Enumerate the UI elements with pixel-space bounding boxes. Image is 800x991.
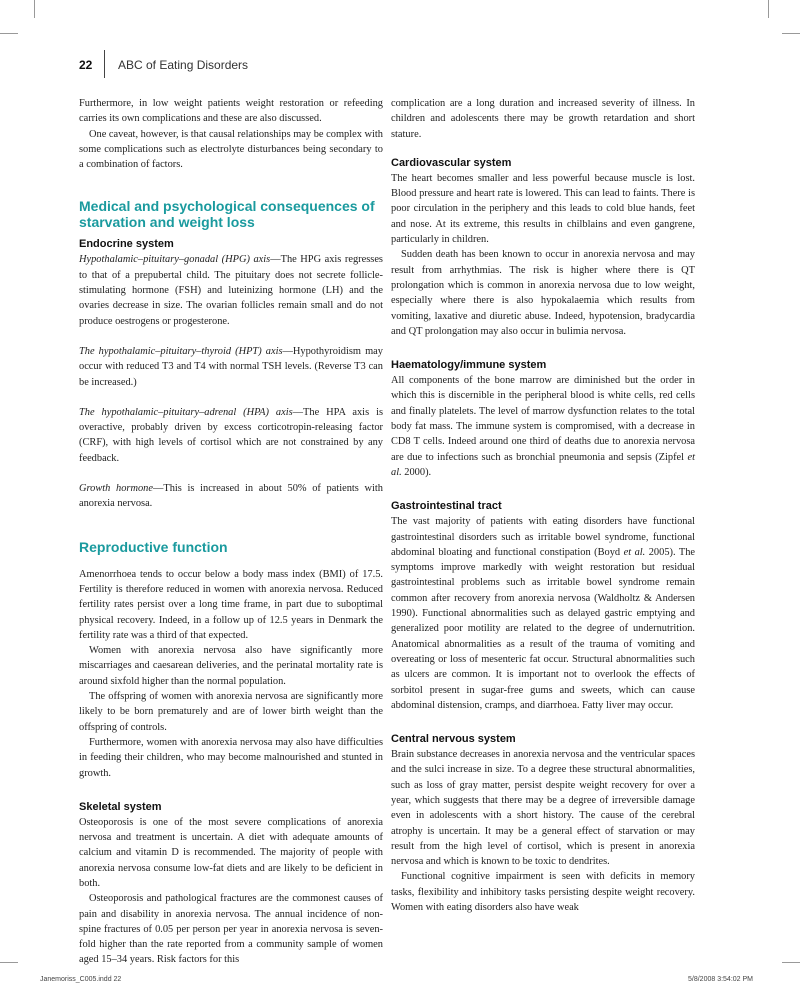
paragraph: complication are a long duration and increased severity of illness. In children and adolescents there may be growth retardation and short stature. <box>391 98 695 140</box>
subheading-skeletal: Skeletal system <box>79 800 162 813</box>
subheading-cardiovascular: Cardiovascular system <box>391 156 512 169</box>
crop-mark <box>782 33 800 34</box>
subheading-haematology: Haematology/immune system <box>391 359 547 372</box>
paragraph: Amenorrhoea tends to occur below a body mass index (BMI) of 17.5. Fertility is therefore reduced in women with anorexia nervosa. Reduced fertility rates persist over a long time frame, in part due to suboptimal physical recovery. Indeed, in a follow up of 12.5 years in Denmark the fertility rate was a third of that expected. <box>79 568 383 641</box>
paragraph: All components of the bone marrow are diminished but the order in which this is discernible in the peripheral blood is white cells, red cells and finally platelets. The level of marrow dysfunction relates to the total body fat mass. The immune system is compromised, with a decrease in CD8 T cells. Indeed around one third of deaths due to anorexia nervosa are due to infections such as bronchial pneumonia and sepsis (Zipfel et al. 2000). <box>391 375 695 478</box>
running-title: ABC of Eating Disorders <box>118 58 249 72</box>
page-number: 22 <box>79 58 93 72</box>
footer-timestamp: 5/8/2008 3:54:02 PM <box>688 976 753 983</box>
paragraph: Furthermore, in low weight patients weight restoration or refeeding carries its own complications and these are also discussed. <box>79 98 383 125</box>
paragraph: The vast majority of patients with eating disorders have functional gastrointestinal disorders such as irritable bowel syndrome, functional abdominal bloating and functional constipation (Boyd et al. 2005). The symptoms improve markedly with weight restoration but residual gastrointestinal problems such as irritable bowel syndrome remain common after recovery from anorexia nervosa (Waldholtz & Andersen 1990). Functional abnormalities such as delayed gastric emptying and generalized poor motility are related to the degree of undernutrition. Anatomical abnormalities as a result of the trauma of vomiting and overeating or loss of mesenteric fat occur. Structural abnormalities such as ulcers are common. It is important not to overlook the effects of sorbitol present in sugar-free gums and sweets, which can cause abdominal distension, cramps, and diarrhoea. Fatty liver may occur. <box>391 516 695 711</box>
subheading-gastrointestinal: Gastrointestinal tract <box>391 500 502 513</box>
paragraph: Osteoporosis is one of the most severe complications of anorexia nervosa and treatment is uncertain. A diet with adequate amounts of calcium and vitamin D is recommended. The majority of people with anorexia nervosa consume low-fat diets and are likely to be deficient in both. <box>79 816 383 889</box>
term-hpa: The hypothalamic–pituitary–adrenal (HPA) axis <box>79 406 293 418</box>
term-hpt: The hypothalamic–pituitary–thyroid (HPT) axis <box>79 345 283 357</box>
footer-file-slug: Janemoriss_C005.indd 22 <box>40 976 122 983</box>
crop-mark <box>782 962 800 963</box>
right-column <box>391 96 695 915</box>
crop-mark <box>768 0 769 18</box>
paragraph: One caveat, however, is that causal relationships may be complex with some complications such as electrolyte disturbances being secondary to a combination of factors. <box>79 128 383 171</box>
subheading-cns: Central nervous system <box>391 733 516 746</box>
subheading-endocrine: Endocrine system <box>79 238 174 251</box>
crop-mark <box>34 0 35 18</box>
crop-mark <box>0 962 18 963</box>
paragraph-hpg: Hypothalamic–pituitary–gonadal (HPG) axis—The HPG axis regresses to that of a prepubertal child. The pituitary does not secrete follicle-stimulating hormone (FSH) and luteinizing hormone (LH) and the ovaries decrease in size. The ovarian follicles remain small and do not produce oestrogens or progesterone. <box>79 254 383 327</box>
paragraph: Furthermore, women with anorexia nervosa may also have difficulties in feeding their children, who may become malnourished and stunted in growth. <box>79 736 383 779</box>
paragraph: The offspring of women with anorexia nervosa are significantly more likely to be born prematurely and are of lower birth weight than the offspring of controls. <box>79 691 383 733</box>
paragraph: Women with anorexia nervosa also have significantly more miscarriages and caesarean deliveries, and the perinatal mortality rate is around sixfold higher than the normal population. <box>79 645 383 687</box>
paragraph-hpa: The hypothalamic–pituitary–adrenal (HPA) axis—The HPA axis is overactive, probably driven by excess corticotropin-releasing factor (CRF), with high levels of cortisol which are not constrained by any feedback. <box>79 406 383 464</box>
crop-mark <box>0 33 18 34</box>
paragraph: Sudden death has been known to occur in anorexia nervosa and may result from arrhythmias. The risk is higher where there is QT prolongation which is common in anorexia nervosa due to low weight, especially where there is also hypokalaemia which results from vomiting, laxative and diuretic abuse. Indeed, hypotension, bradycardia and QT prolongation may also occur in bulimia nervosa. <box>391 249 695 337</box>
left-column <box>79 96 383 968</box>
paragraph-growth-hormone: Growth hormone—This is increased in about 50% of patients with anorexia nervosa. <box>79 483 383 510</box>
term-hpg: Hypothalamic–pituitary–gonadal (HPG) axis <box>79 254 271 266</box>
paragraph: Osteoporosis and pathological fractures are the commonest causes of pain and disability in anorexia nervosa. The annual incidence of non-spine fractures of 0.05 per person per year in anorexia nervosa is seven-fold higher than the rate reported from a community sample of women aged 15–34 years. Risk factors for this <box>79 893 383 966</box>
section-heading-reproductive: Reproductive function <box>79 538 228 555</box>
paragraph: Brain substance decreases in anorexia nervosa and the ventricular spaces and the sulci increase in size. To a degree these structural abnormalities, such as loss of gray matter, persist despite weight recovery for over a year, which suggests that there may be a degree of irreversible damage even in adolescents with a short history. The cause of the cerebral atrophy is uncertain. It may be a general effect of starvation or may result from the high level of cortisol, which is present in anorexia nervosa and which is known to be toxic to dendrites. <box>391 749 695 868</box>
paragraph: Functional cognitive impairment is seen with deficits in memory tasks, flexibility and inhibitory tasks persisting despite weight recovery. Women with eating disorders also have weak <box>391 871 695 914</box>
header-divider <box>104 50 105 78</box>
term-growth-hormone: Growth hormone <box>79 483 153 495</box>
section-heading-medical: Medical and psychological consequences of starvation and weight loss <box>79 198 375 231</box>
paragraph-hpt: The hypothalamic–pituitary–thyroid (HPT) axis—Hypothyroidism may occur with reduced T3 and T4 with normal TSH levels. (Reverse T3 can be increased.) <box>79 345 383 388</box>
paragraph: The heart becomes smaller and less powerful because muscle is lost. Blood pressure and heart rate is lowered. This can lead to faints. There is poor circulation in the periphery and this leads to cold blue hands, feet and nose. At its extreme, this results in chilblains and even gangrene, particularly in children. <box>391 172 695 246</box>
